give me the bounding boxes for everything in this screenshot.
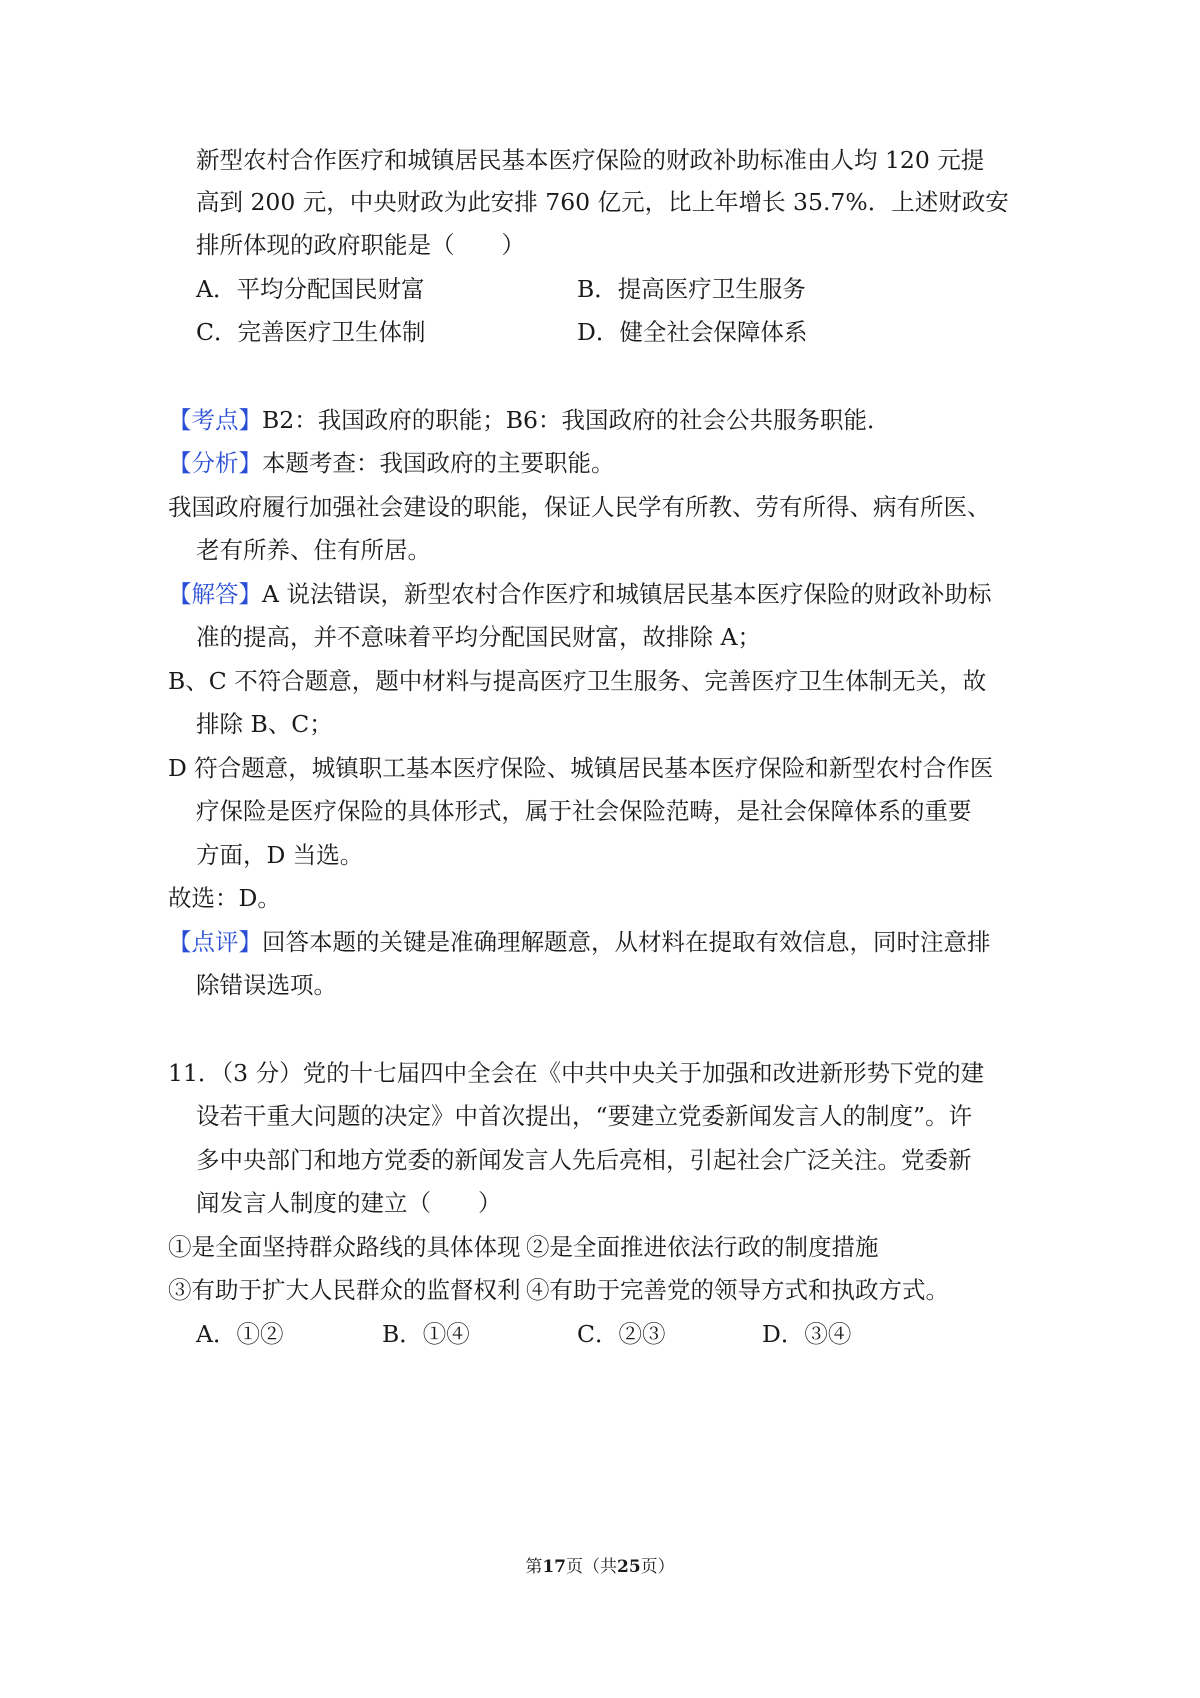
q11-option-d: D．③④ bbox=[762, 1320, 852, 1348]
kaodian-line bbox=[168, 404, 890, 436]
page-footer bbox=[0, 1555, 1200, 1579]
q11-option-b: B．①④ bbox=[382, 1320, 470, 1348]
fenxi-body-line-1: 我国政府履行加强社会建设的职能，保证人民学有所教、劳有所得、病有所医、 bbox=[168, 493, 991, 521]
q10-option-a: A．平均分配国民财富 bbox=[196, 275, 425, 303]
fenxi-text: 本题考查：我国政府的主要职能。 bbox=[262, 449, 615, 477]
dianping-body-line: 除错误选项。 bbox=[196, 971, 337, 999]
answer-line: 故选：D。 bbox=[168, 884, 281, 912]
footer-middle: 页（共 bbox=[566, 1557, 617, 1577]
q10-stem-line-1: 新型农村合作医疗和城镇居民基本医疗保险的财政补助标准由人均 120 元提 bbox=[196, 146, 985, 174]
q11-stem-line-2: 设若干重大问题的决定》中首次提出，“要建立党委新闻发言人的制度”。许 bbox=[196, 1102, 973, 1130]
fenxi-body-line-2: 老有所养、住有所居。 bbox=[196, 536, 431, 564]
dianping-line bbox=[168, 926, 991, 958]
jieda-body-line-3: 排除 B、C； bbox=[196, 710, 333, 738]
jieda-body-line-5: 疗保险是医疗保险的具体形式，属于社会保险范畴，是社会保障体系的重要 bbox=[196, 797, 972, 825]
q11-stem-line-3: 多中央部门和地方党委的新闻发言人先后亮相，引起社会广泛关注。党委新 bbox=[196, 1146, 972, 1174]
q11-statement-1: ①是全面坚持群众路线的具体体现 bbox=[168, 1233, 521, 1261]
q11-stem-line-1: 11．（3 分）党的十七届四中全会在《中共中央关于加强和改进新形势下党的建 bbox=[168, 1059, 985, 1087]
q11-statement-2: ②是全面推进依法行政的制度措施 bbox=[526, 1233, 879, 1261]
jieda-body-line-4: D 符合题意，城镇职工基本医疗保险、城镇居民基本医疗保险和新型农村合作医 bbox=[168, 754, 994, 782]
footer-page-number: 17 bbox=[542, 1557, 566, 1577]
fenxi-line bbox=[168, 447, 615, 479]
footer-suffix: 页） bbox=[640, 1557, 675, 1577]
kaodian-text: B2：我国政府的职能；B6：我国政府的社会公共服务职能． bbox=[262, 406, 891, 434]
jieda-tag: 【解答】 bbox=[168, 580, 262, 608]
q11-option-a: A．①② bbox=[196, 1320, 284, 1348]
kaodian-tag: 【考点】 bbox=[168, 406, 262, 434]
jieda-body-line-2: B、C 不符合题意，题中材料与提高医疗卫生服务、完善医疗卫生体制无关，故 bbox=[168, 667, 987, 695]
footer-total-pages: 25 bbox=[617, 1557, 641, 1577]
dianping-tag: 【点评】 bbox=[168, 928, 262, 956]
q11-stem-line-4: 闻发言人制度的建立（ ） bbox=[196, 1189, 502, 1217]
jieda-line bbox=[168, 578, 991, 610]
jieda-text: A 说法错误，新型农村合作医疗和城镇居民基本医疗保险的财政补助标 bbox=[262, 580, 992, 608]
q10-option-b: B．提高医疗卫生服务 bbox=[577, 275, 806, 303]
q11-statement-4: ④有助于完善党的领导方式和执政方式。 bbox=[526, 1276, 949, 1304]
jieda-body-line-1: 准的提高，并不意味着平均分配国民财富，故排除 A； bbox=[196, 623, 761, 651]
dianping-text: 回答本题的关键是准确理解题意，从材料在提取有效信息，同时注意排 bbox=[262, 928, 991, 956]
q10-option-c: C．完善医疗卫生体制 bbox=[196, 318, 426, 346]
fenxi-tag: 【分析】 bbox=[168, 449, 262, 477]
q10-option-d: D．健全社会保障体系 bbox=[577, 318, 808, 346]
q10-stem-line-3: 排所体现的政府职能是（ ） bbox=[196, 231, 525, 259]
q10-stem-line-2: 高到 200 元，中央财政为此安排 760 亿元，比上年增长 35.7%．上述财政安 bbox=[196, 188, 1009, 216]
q11-option-c: C．②③ bbox=[577, 1320, 666, 1348]
jieda-body-line-6: 方面，D 当选。 bbox=[196, 841, 364, 869]
q11-statement-3: ③有助于扩大人民群众的监督权利 bbox=[168, 1276, 521, 1304]
footer-prefix: 第 bbox=[525, 1557, 543, 1577]
